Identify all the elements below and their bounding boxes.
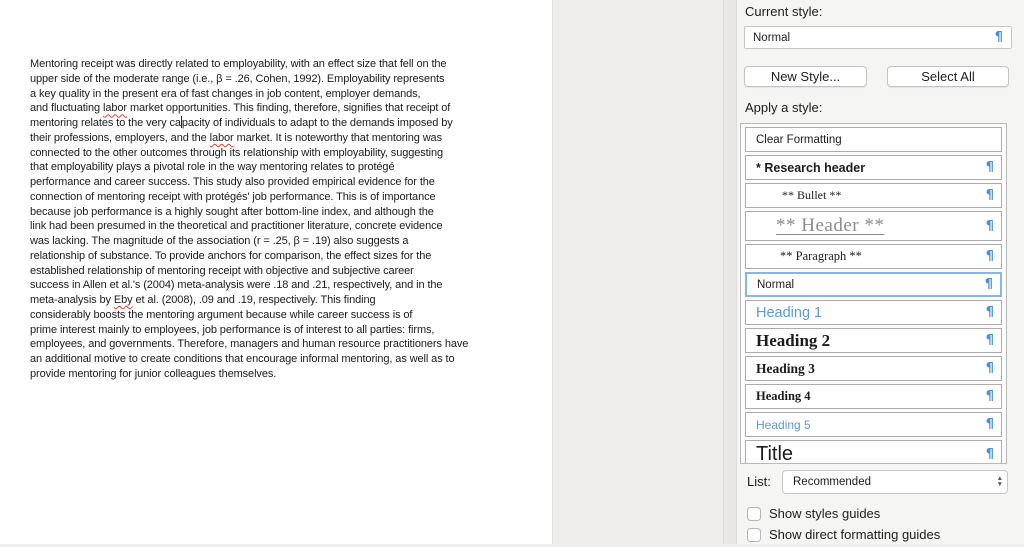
current-style-value: Normal <box>753 31 791 44</box>
text-run: was lacking. The magnitude of the association (r = .25, β = .19) also suggests a <box>30 235 409 247</box>
document-line[interactable] <box>30 293 540 308</box>
style-item-heading4[interactable] <box>745 384 1002 409</box>
document-line[interactable] <box>30 278 540 293</box>
text-run: that employability plays a pivotal role in the way mentoring relates to protégé <box>30 161 395 174</box>
text-run: established relationship of mentoring receipt with objective and subjective career <box>30 264 414 277</box>
text-run: upper side of the moderate range (i.e., β = .26, Cohen, 1992). Employability represents <box>30 72 445 85</box>
style-item-label: Heading 1 <box>756 304 823 321</box>
text-run: prime interest mainly to employees, job performance is of interest to all parties: firms, <box>30 323 435 336</box>
text-run: a key quality in the present era of fast changes in job content, employer demands, <box>30 87 421 100</box>
style-item-custom-paragraph[interactable] <box>745 244 1002 269</box>
pilcrow-icon: ¶ <box>985 218 994 234</box>
stepper-down-icon: ▼ <box>996 481 1003 488</box>
list-filter-value: Recommended <box>793 476 871 488</box>
text-run: because job performance is a highly sought after bottom-line index, and although the <box>30 205 434 218</box>
style-item-normal[interactable] <box>745 272 1002 297</box>
text-run: connected to the other outcomes through its relationship with employability, suggesting <box>30 146 444 159</box>
style-item-label: ** Bullet ** <box>782 188 842 202</box>
pilcrow-icon: ¶ <box>985 417 994 432</box>
style-item-label: Heading 3 <box>756 360 815 376</box>
text-run: relationship of substance. To provide anchors for comparison, the effect sizes for the <box>30 249 432 262</box>
apply-style-label: Apply a style: <box>745 100 823 115</box>
style-item-label: ** Header ** <box>776 215 885 236</box>
new-style-button[interactable]: New Style... <box>744 66 867 87</box>
document-line[interactable] <box>30 249 540 264</box>
checkbox[interactable] <box>747 528 761 542</box>
pilcrow-icon: ¶ <box>985 188 994 203</box>
style-item-custom-header[interactable] <box>745 211 1002 241</box>
style-item-label: Heading 5 <box>756 417 811 432</box>
document-line[interactable] <box>30 87 540 102</box>
document-line[interactable] <box>30 264 540 279</box>
pilcrow-icon: ¶ <box>985 446 994 462</box>
document-line[interactable] <box>30 175 540 190</box>
pilcrow-icon: ¶ <box>985 305 994 320</box>
document-line[interactable] <box>30 116 540 131</box>
style-item-bullet[interactable] <box>745 183 1002 208</box>
text-run: mentoring relates to the very ca <box>30 117 181 129</box>
pilcrow-icon: ¶ <box>985 361 994 376</box>
checkbox-row-1[interactable] <box>747 526 1017 543</box>
document-line[interactable] <box>30 190 540 205</box>
pilcrow-icon: ¶ <box>994 30 1003 45</box>
document-line[interactable] <box>30 160 540 175</box>
text-run: link had been presumed in the theoretical and practitioner literature, concrete evidence <box>30 220 443 233</box>
document-line[interactable] <box>30 131 540 146</box>
text-run: market. It is noteworthy that mentoring was <box>233 131 442 144</box>
text-run: considerably boosts the mentoring argument because while career success is of <box>30 308 413 321</box>
style-item-label: Heading 2 <box>756 330 831 350</box>
checkbox-group <box>747 505 1017 547</box>
pilcrow-icon: ¶ <box>985 249 994 264</box>
style-item-clear[interactable] <box>745 127 1002 152</box>
document-line[interactable] <box>30 337 540 352</box>
text-run: pacity of individuals to adapt to the demands imposed by <box>181 117 453 129</box>
pilcrow-icon: ¶ <box>985 160 994 175</box>
list-filter-dropdown[interactable] <box>782 470 1008 494</box>
document-canvas-background <box>554 0 723 544</box>
document-line[interactable] <box>30 146 540 161</box>
pilcrow-icon: ¶ <box>985 333 994 348</box>
misspelled-word: Eby <box>113 294 133 306</box>
style-item-label: * Research header <box>756 160 866 175</box>
text-run: success in Allen et al.'s (2004) meta-analysis were .18 and .21, respectively, and in the <box>30 279 443 292</box>
style-item-label: ** Paragraph ** <box>780 249 862 263</box>
style-item-label: Heading 4 <box>756 389 811 403</box>
style-item-label: Title <box>756 442 794 464</box>
text-run: performance and career success. This study also provided empirical evidence for the <box>30 176 435 188</box>
style-item-label: Normal <box>757 278 795 291</box>
text-run: meta-analysis by <box>30 294 114 306</box>
misspelled-word: labor <box>103 102 127 115</box>
styles-list <box>740 123 1007 464</box>
misspelled-word: labor <box>209 131 234 144</box>
current-style-box[interactable] <box>744 26 1012 49</box>
style-item-heading3[interactable] <box>745 356 1002 381</box>
select-all-button[interactable]: Select All <box>887 66 1009 87</box>
document-line[interactable] <box>30 219 540 234</box>
text-run: provide mentoring for junior colleagues themselves. <box>30 367 277 380</box>
document-line[interactable] <box>30 352 540 367</box>
text-run: connection of mentoring receipt with protégés' job performance. This is of importance <box>30 190 436 203</box>
style-item-heading5[interactable] <box>745 412 1002 437</box>
text-run: Mentoring receipt was directly related to employability, with an effect size that fell on the <box>30 58 447 70</box>
document-line[interactable] <box>30 72 540 87</box>
text-run: and fluctuating <box>30 102 104 115</box>
style-item-heading2[interactable] <box>745 328 1002 353</box>
document-line[interactable] <box>30 323 540 338</box>
document-line[interactable] <box>30 234 540 249</box>
panel-divider <box>723 0 737 544</box>
style-item-heading1[interactable] <box>745 300 1002 325</box>
text-run: employees, and governments. Therefore, managers and human resource practitioners have <box>30 338 469 351</box>
stepper-up-icon: ▲ <box>996 475 1003 482</box>
styles-panel <box>737 0 1024 544</box>
document-text[interactable] <box>30 57 540 382</box>
text-run: et al. (2008), .09 and .19, respectively. This finding <box>132 294 376 306</box>
checkbox[interactable] <box>747 507 761 521</box>
document-line[interactable] <box>30 367 540 382</box>
list-filter-label: List: <box>747 474 771 489</box>
document-line[interactable] <box>30 205 540 220</box>
text-run: market opportunities. This finding, therefore, signifies that receipt of <box>126 102 451 115</box>
checkbox-row-0[interactable] <box>747 505 1017 522</box>
checkbox-label: Show styles guides <box>769 506 881 521</box>
pilcrow-icon: ¶ <box>984 277 993 292</box>
document-line[interactable] <box>30 101 540 116</box>
document-line[interactable] <box>30 57 540 72</box>
checkbox-label: Show direct formatting guides <box>769 527 941 542</box>
style-item-research-header[interactable] <box>745 155 1002 180</box>
dropdown-stepper-icon <box>997 476 1003 488</box>
current-style-label: Current style: <box>745 4 823 19</box>
style-item-label: Clear Formatting <box>756 133 842 146</box>
document-line[interactable] <box>30 308 540 323</box>
text-run: an additional motive to create conditions that encourage informal mentoring, as well as to <box>30 353 455 365</box>
style-item-title[interactable] <box>745 440 1002 464</box>
text-run: their professions, employers, and the <box>30 131 210 144</box>
pilcrow-icon: ¶ <box>985 389 994 404</box>
